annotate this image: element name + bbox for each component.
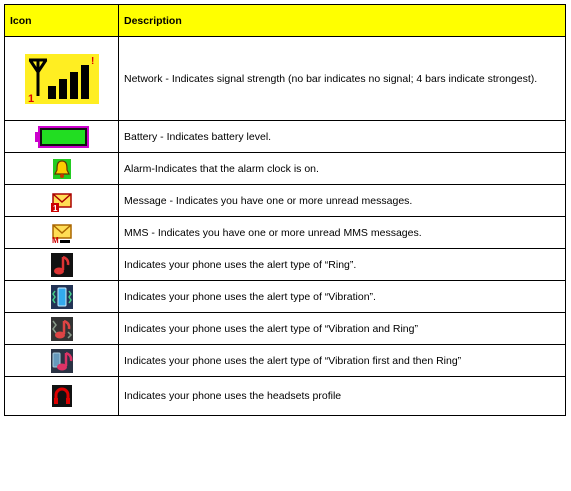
icon-cell bbox=[5, 345, 119, 377]
icon-cell bbox=[5, 313, 119, 345]
vibration-ring-icon bbox=[51, 317, 73, 341]
message-envelope-icon bbox=[51, 190, 73, 212]
icon-cell bbox=[5, 377, 119, 416]
icon-cell bbox=[5, 249, 119, 281]
row-description: Battery - Indicates battery level. bbox=[119, 121, 566, 153]
table-row-mms bbox=[5, 217, 566, 249]
alarm-bell-icon bbox=[53, 159, 71, 179]
vibration-phone-icon bbox=[51, 285, 73, 309]
row-description: Indicates your phone uses the headsets profile bbox=[119, 377, 566, 416]
table-row-headset bbox=[5, 377, 566, 416]
table-row-message bbox=[5, 185, 566, 217]
battery-icon bbox=[35, 126, 89, 148]
row-description: Indicates your phone uses the alert type of “Vibration and Ring” bbox=[119, 313, 566, 345]
row-description: Alarm-Indicates that the alarm clock is on. bbox=[119, 153, 566, 185]
mms-envelope-icon bbox=[51, 222, 73, 244]
header-icon: Icon bbox=[5, 5, 119, 37]
ring-note-icon bbox=[51, 253, 73, 277]
signal-strength-icon bbox=[25, 54, 99, 104]
headset-icon bbox=[52, 385, 72, 407]
status-icon-table bbox=[4, 4, 566, 416]
icon-cell bbox=[5, 37, 119, 121]
message-badge-label: 1 bbox=[52, 203, 57, 212]
icon-cell bbox=[5, 153, 119, 185]
table-row-ring bbox=[5, 249, 566, 281]
row-description: Indicates your phone uses the alert type of “Ring”. bbox=[119, 249, 566, 281]
icon-cell bbox=[5, 281, 119, 313]
icon-cell bbox=[5, 185, 119, 217]
row-description: MMS - Indicates you have one or more unread MMS messages. bbox=[119, 217, 566, 249]
icon-cell bbox=[5, 121, 119, 153]
table-header-row bbox=[5, 5, 566, 37]
signal-corner-label: ! bbox=[90, 55, 94, 67]
header-description: Description bbox=[119, 5, 566, 37]
table-row-alarm bbox=[5, 153, 566, 185]
row-description: Indicates your phone uses the alert type of “Vibration”. bbox=[119, 281, 566, 313]
row-description: Indicates your phone uses the alert type of “Vibration first and then Ring” bbox=[119, 345, 566, 377]
mms-badge-label: M bbox=[51, 235, 59, 244]
table-row-network bbox=[5, 37, 566, 121]
vibration-then-ring-icon bbox=[51, 349, 73, 373]
sim-number-label: 1 bbox=[27, 92, 34, 104]
table-row-vibration-then-ring bbox=[5, 345, 566, 377]
table-row-vibration bbox=[5, 281, 566, 313]
table-row-vibration-ring bbox=[5, 313, 566, 345]
row-description: Network - Indicates signal strength (no bar indicates no signal; 4 bars indicate strongest). bbox=[119, 37, 566, 121]
row-description: Message - Indicates you have one or more unread messages. bbox=[119, 185, 566, 217]
icon-cell bbox=[5, 217, 119, 249]
table-row-battery bbox=[5, 121, 566, 153]
